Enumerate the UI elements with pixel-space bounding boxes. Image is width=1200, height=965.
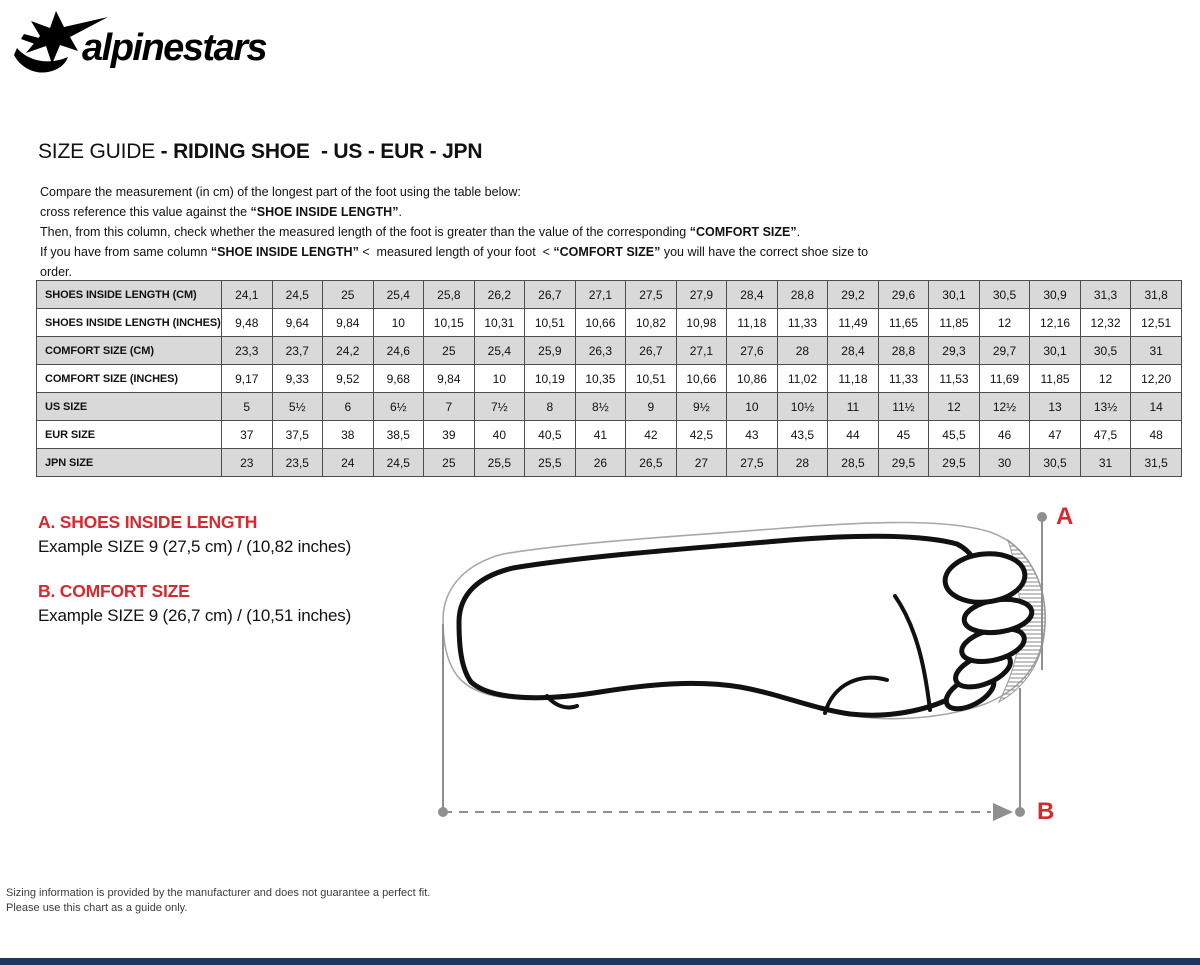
size-cell: 30,5 bbox=[1080, 337, 1131, 365]
size-cell: 29,5 bbox=[878, 449, 929, 477]
size-cell: 25 bbox=[424, 337, 475, 365]
foot-outline bbox=[459, 536, 981, 715]
size-cell: 29,5 bbox=[929, 449, 980, 477]
size-cell: 12 bbox=[1080, 365, 1131, 393]
size-cell: 31 bbox=[1080, 449, 1131, 477]
size-cell: 12 bbox=[929, 393, 980, 421]
size-cell: 9,68 bbox=[373, 365, 424, 393]
title-normal: SIZE GUIDE bbox=[38, 140, 161, 163]
size-cell: 11,49 bbox=[828, 309, 879, 337]
row-label: SHOES INSIDE LENGTH (CM) bbox=[37, 281, 222, 309]
size-cell: 12,16 bbox=[1030, 309, 1081, 337]
size-cell: 13½ bbox=[1080, 393, 1131, 421]
instruction-line: Then, from this column, check whether the measured length of the foot is greater than the value of the corresponding “COMFORT SIZE”. bbox=[40, 225, 801, 239]
instruction-line: Compare the measurement (in cm) of the longest part of the foot using the table below: bbox=[40, 185, 521, 199]
row-label: COMFORT SIZE (CM) bbox=[37, 337, 222, 365]
size-cell: 28,8 bbox=[777, 281, 828, 309]
table-row bbox=[37, 421, 1182, 449]
size-cell: 11,65 bbox=[878, 309, 929, 337]
size-cell: 11,85 bbox=[1030, 365, 1081, 393]
size-cell: 28 bbox=[777, 449, 828, 477]
size-cell: 14 bbox=[1131, 393, 1182, 421]
size-cell: 26,3 bbox=[575, 337, 626, 365]
size-cell: 10 bbox=[474, 365, 525, 393]
size-cell: 11,18 bbox=[727, 309, 778, 337]
size-cell: 9,52 bbox=[323, 365, 374, 393]
size-cell: 37 bbox=[222, 421, 273, 449]
size-cell: 27,9 bbox=[676, 281, 727, 309]
size-cell: 44 bbox=[828, 421, 879, 449]
size-cell: 45 bbox=[878, 421, 929, 449]
size-cell: 23,3 bbox=[222, 337, 273, 365]
size-cell: 30 bbox=[979, 449, 1030, 477]
bottom-accent-bar bbox=[0, 958, 1200, 965]
row-label: SHOES INSIDE LENGTH (INCHES) bbox=[37, 309, 222, 337]
size-cell: 25,4 bbox=[474, 337, 525, 365]
size-cell: 31,5 bbox=[1131, 449, 1182, 477]
legend-b-heading: B. COMFORT SIZE bbox=[38, 581, 190, 601]
title-bold: - RIDING SHOE - US - EUR - JPN bbox=[160, 140, 483, 163]
instructions bbox=[40, 182, 900, 282]
size-cell: 31,3 bbox=[1080, 281, 1131, 309]
size-cell: 27,1 bbox=[575, 281, 626, 309]
size-cell: 10,19 bbox=[525, 365, 576, 393]
legend-a-example: Example SIZE 9 (27,5 cm) / (10,82 inches) bbox=[38, 537, 352, 556]
size-cell: 31,8 bbox=[1131, 281, 1182, 309]
size-cell: 41 bbox=[575, 421, 626, 449]
size-cell: 10,66 bbox=[575, 309, 626, 337]
size-cell: 11,85 bbox=[929, 309, 980, 337]
size-cell: 8 bbox=[525, 393, 576, 421]
size-cell: 47 bbox=[1030, 421, 1081, 449]
size-table bbox=[36, 280, 1182, 477]
size-cell: 10,82 bbox=[626, 309, 677, 337]
size-cell: 9,64 bbox=[272, 309, 323, 337]
size-cell: 25 bbox=[424, 449, 475, 477]
brand-wordmark: alpinestars bbox=[82, 27, 267, 69]
size-cell: 10,15 bbox=[424, 309, 475, 337]
size-cell: 30,1 bbox=[929, 281, 980, 309]
size-cell: 28,4 bbox=[727, 281, 778, 309]
table-row bbox=[37, 309, 1182, 337]
size-cell: 5 bbox=[222, 393, 273, 421]
instruction-line: If you have from same column “SHOE INSIDE LENGTH” < measured length of your foot < “COMFORT SIZE” you will have the correct shoe size to order. bbox=[40, 245, 872, 279]
size-cell: 9 bbox=[626, 393, 677, 421]
size-cell: 25 bbox=[323, 281, 374, 309]
size-cell: 11 bbox=[828, 393, 879, 421]
size-cell: 25,5 bbox=[474, 449, 525, 477]
size-cell: 11,02 bbox=[777, 365, 828, 393]
legend-a-heading: A. SHOES INSIDE LENGTH bbox=[38, 512, 258, 532]
size-cell: 8½ bbox=[575, 393, 626, 421]
size-cell: 7½ bbox=[474, 393, 525, 421]
size-cell: 24,1 bbox=[222, 281, 273, 309]
size-cell: 9,33 bbox=[272, 365, 323, 393]
size-cell: 28 bbox=[777, 337, 828, 365]
size-cell: 12½ bbox=[979, 393, 1030, 421]
size-cell: 10,66 bbox=[676, 365, 727, 393]
size-cell: 27,6 bbox=[727, 337, 778, 365]
size-cell: 24,5 bbox=[373, 449, 424, 477]
size-cell: 43 bbox=[727, 421, 778, 449]
size-cell: 10½ bbox=[777, 393, 828, 421]
size-cell: 24,5 bbox=[272, 281, 323, 309]
diagram-label-b: B bbox=[1037, 798, 1055, 825]
size-cell: 10 bbox=[727, 393, 778, 421]
size-cell: 9½ bbox=[676, 393, 727, 421]
size-cell: 48 bbox=[1131, 421, 1182, 449]
size-cell: 26,5 bbox=[626, 449, 677, 477]
diagram-label-a: A bbox=[1056, 503, 1074, 530]
size-cell: 31 bbox=[1131, 337, 1182, 365]
size-cell: 9,84 bbox=[323, 309, 374, 337]
size-cell: 29,7 bbox=[979, 337, 1030, 365]
size-cell: 23 bbox=[222, 449, 273, 477]
size-cell: 10,51 bbox=[525, 309, 576, 337]
foot-measurement-diagram bbox=[425, 488, 1090, 838]
size-cell: 7 bbox=[424, 393, 475, 421]
legend-b-example: Example SIZE 9 (26,7 cm) / (10,51 inches) bbox=[38, 606, 352, 625]
size-cell: 5½ bbox=[272, 393, 323, 421]
size-cell: 9,84 bbox=[424, 365, 475, 393]
size-cell: 10,51 bbox=[626, 365, 677, 393]
size-cell: 42 bbox=[626, 421, 677, 449]
size-cell: 6½ bbox=[373, 393, 424, 421]
size-cell: 24 bbox=[323, 449, 374, 477]
size-cell: 27,1 bbox=[676, 337, 727, 365]
row-label: JPN SIZE bbox=[37, 449, 222, 477]
size-cell: 27,5 bbox=[727, 449, 778, 477]
size-cell: 39 bbox=[424, 421, 475, 449]
size-cell: 42,5 bbox=[676, 421, 727, 449]
size-cell: 10,35 bbox=[575, 365, 626, 393]
size-cell: 11,33 bbox=[878, 365, 929, 393]
size-cell: 24,2 bbox=[323, 337, 374, 365]
size-cell: 25,8 bbox=[424, 281, 475, 309]
disclaimer-line: Sizing information is provided by the manufacturer and does not guarantee a perfect fit. bbox=[6, 887, 431, 899]
size-cell: 47,5 bbox=[1080, 421, 1131, 449]
row-label: COMFORT SIZE (INCHES) bbox=[37, 365, 222, 393]
page-title bbox=[38, 140, 482, 164]
size-cell: 46 bbox=[979, 421, 1030, 449]
size-cell: 25,5 bbox=[525, 449, 576, 477]
size-cell: 6 bbox=[323, 393, 374, 421]
size-cell: 38 bbox=[323, 421, 374, 449]
size-cell: 9,17 bbox=[222, 365, 273, 393]
size-cell: 11,69 bbox=[979, 365, 1030, 393]
size-cell: 12,20 bbox=[1131, 365, 1182, 393]
size-cell: 10 bbox=[373, 309, 424, 337]
size-cell: 12,51 bbox=[1131, 309, 1182, 337]
disclaimer bbox=[6, 886, 430, 916]
size-cell: 30,5 bbox=[1030, 449, 1081, 477]
size-cell: 25,4 bbox=[373, 281, 424, 309]
size-cell: 30,1 bbox=[1030, 337, 1081, 365]
table-row bbox=[37, 449, 1182, 477]
row-label: EUR SIZE bbox=[37, 421, 222, 449]
size-cell: 29,6 bbox=[878, 281, 929, 309]
table-row bbox=[37, 281, 1182, 309]
size-cell: 40 bbox=[474, 421, 525, 449]
size-cell: 11,53 bbox=[929, 365, 980, 393]
size-cell: 10,86 bbox=[727, 365, 778, 393]
legend-section-b bbox=[38, 581, 418, 626]
size-cell: 23,7 bbox=[272, 337, 323, 365]
size-cell: 29,3 bbox=[929, 337, 980, 365]
disclaimer-line: Please use this chart as a guide only. bbox=[6, 902, 188, 914]
size-cell: 26,7 bbox=[626, 337, 677, 365]
size-cell: 28,5 bbox=[828, 449, 879, 477]
size-cell: 40,5 bbox=[525, 421, 576, 449]
size-cell: 43,5 bbox=[777, 421, 828, 449]
size-cell: 26 bbox=[575, 449, 626, 477]
size-cell: 26,7 bbox=[525, 281, 576, 309]
size-cell: 24,6 bbox=[373, 337, 424, 365]
size-cell: 30,9 bbox=[1030, 281, 1081, 309]
row-label: US SIZE bbox=[37, 393, 222, 421]
size-cell: 11,18 bbox=[828, 365, 879, 393]
size-cell: 26,2 bbox=[474, 281, 525, 309]
size-cell: 45,5 bbox=[929, 421, 980, 449]
size-cell: 11,33 bbox=[777, 309, 828, 337]
table-row bbox=[37, 337, 1182, 365]
instruction-line: cross reference this value against the “SHOE INSIDE LENGTH”. bbox=[40, 205, 402, 219]
table-row bbox=[37, 365, 1182, 393]
size-cell: 27 bbox=[676, 449, 727, 477]
table-row bbox=[37, 393, 1182, 421]
size-cell: 10,98 bbox=[676, 309, 727, 337]
size-cell: 38,5 bbox=[373, 421, 424, 449]
size-cell: 10,31 bbox=[474, 309, 525, 337]
size-cell: 11½ bbox=[878, 393, 929, 421]
size-cell: 23,5 bbox=[272, 449, 323, 477]
size-cell: 25,9 bbox=[525, 337, 576, 365]
legend-section-a bbox=[38, 512, 418, 557]
size-cell: 13 bbox=[1030, 393, 1081, 421]
size-cell: 28,8 bbox=[878, 337, 929, 365]
alpinestars-logo bbox=[12, 8, 297, 76]
size-cell: 37,5 bbox=[272, 421, 323, 449]
size-cell: 30,5 bbox=[979, 281, 1030, 309]
size-cell: 9,48 bbox=[222, 309, 273, 337]
size-cell: 12,32 bbox=[1080, 309, 1131, 337]
size-cell: 29,2 bbox=[828, 281, 879, 309]
size-cell: 12 bbox=[979, 309, 1030, 337]
size-cell: 28,4 bbox=[828, 337, 879, 365]
measurement-legend bbox=[38, 512, 418, 650]
size-cell: 27,5 bbox=[626, 281, 677, 309]
